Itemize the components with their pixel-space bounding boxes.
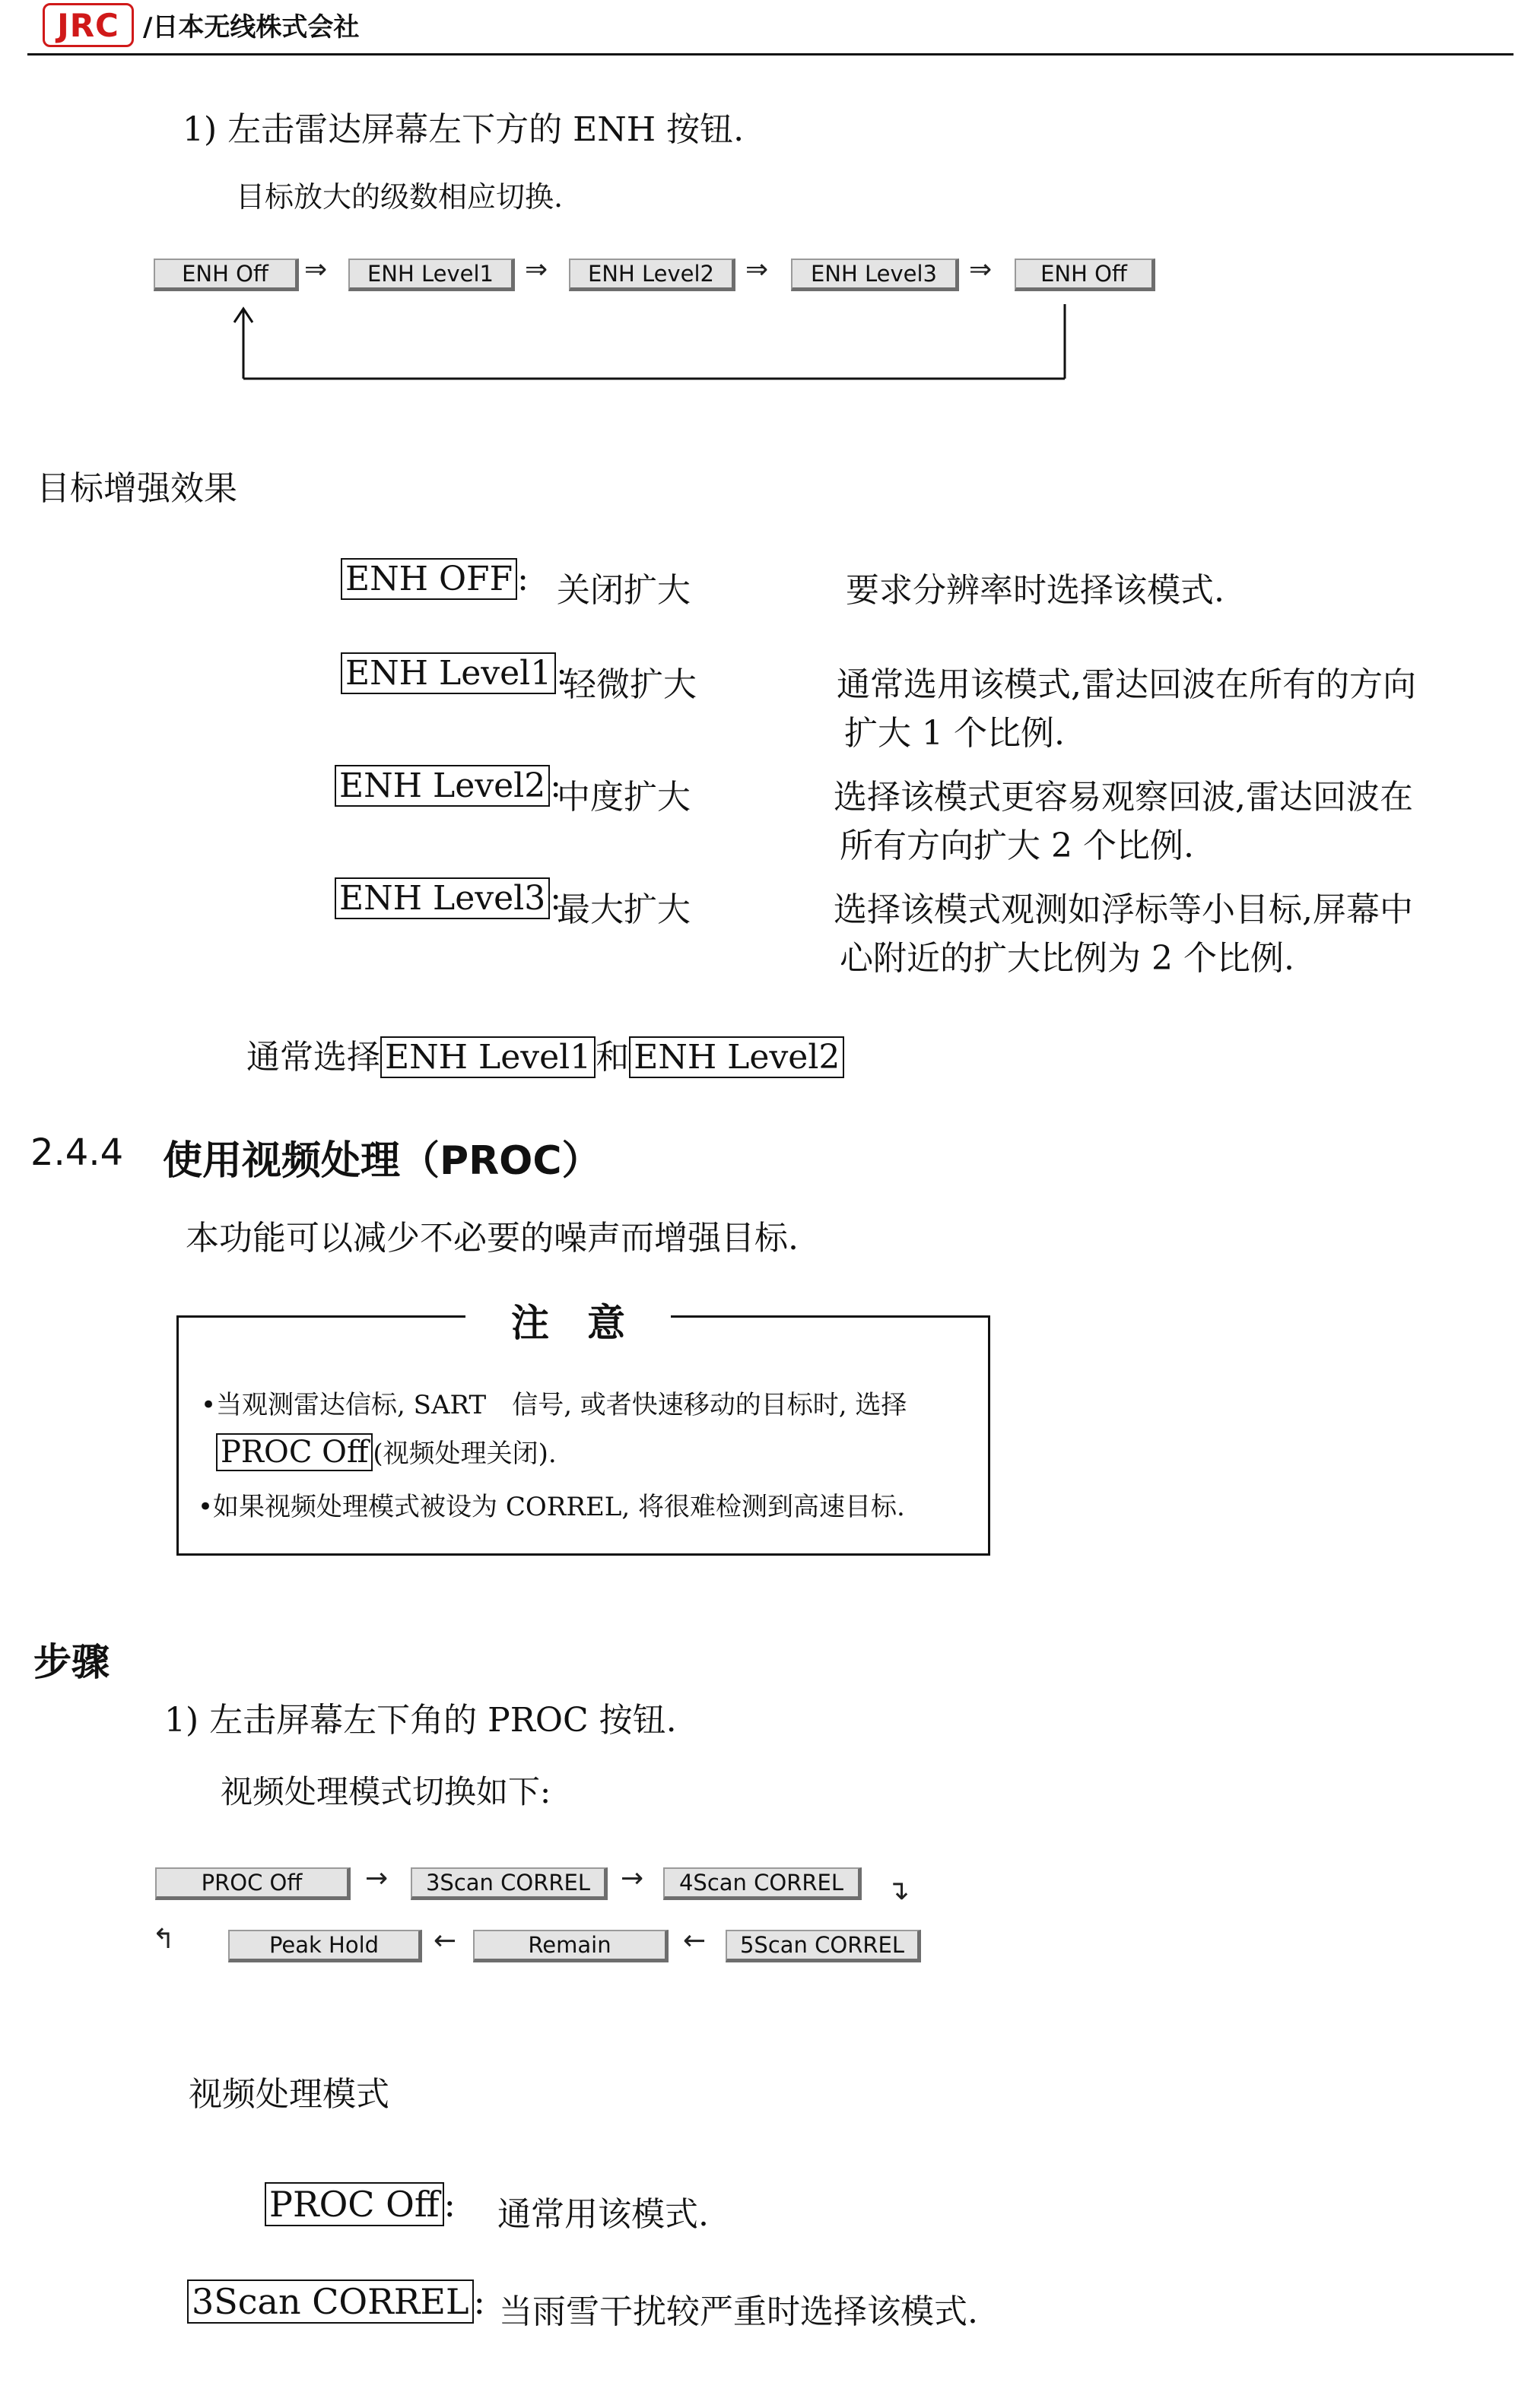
flow-arrow-icon: ⇒ [525, 254, 548, 285]
enh-mode-desc: 选择该模式更容易观察回波,雷达回波在 [834, 778, 1413, 817]
enh-flow-button[interactable]: ENH Off [154, 259, 299, 291]
enh-mode-row: ENH Level1 : [341, 654, 567, 693]
enh-flow-button[interactable]: ENH Level2 [569, 259, 735, 291]
proc-mode-label: 3Scan CORREL [187, 2280, 474, 2324]
enh-mode-label: ENH Level2 [335, 765, 550, 807]
enh-mode-desc: 通常选用该模式,雷达回波在所有的方向 [837, 665, 1416, 704]
enh-mode-desc-cont: 扩大 1 个比例. [844, 714, 1065, 753]
proc-intro: 本功能可以减少不必要的噪声而增强目标. [186, 1219, 799, 1258]
enh-mode-row: ENH Level3 : [335, 879, 561, 918]
proc-mode-desc: 通常用该模式. [497, 2195, 709, 2234]
enh-mode-label: ENH OFF [341, 558, 517, 600]
header-rule [27, 53, 1514, 56]
section-number: 2.4.4 [30, 1131, 124, 1174]
proc-mode-row: PROC Off : [265, 2184, 456, 2225]
enh-mode-name: 轻微扩大 [563, 665, 697, 704]
enh-flow-button[interactable]: ENH Level1 [348, 259, 515, 291]
enh-loop-connector [228, 297, 1088, 388]
enh-usual-choice: 通常选择 ENH Level1 和 ENH Level2 [246, 1030, 844, 1078]
enh-step1: 1) 左击雷达屏幕左下方的 ENH 按钮. [183, 110, 745, 149]
enh-mode-desc-cont: 心附近的扩大比例为 2 个比例. [840, 939, 1294, 978]
note-bullet-1: •当观测雷达信标, SART 信号, 或者快速移动的目标时, 选择 [201, 1390, 907, 1420]
proc-flow-button[interactable]: Remain [473, 1930, 669, 1962]
enh-mode-desc-cont: 所有方向扩大 2 个比例. [840, 826, 1194, 865]
flow-arrow-left-icon: ← [683, 1925, 707, 1956]
flow-arrow-right-icon: → [621, 1863, 644, 1894]
flow-arrow-icon: ⇒ [304, 254, 328, 285]
note-title: 注 意 [465, 1293, 671, 1346]
proc-flow-button[interactable]: 4Scan CORREL [663, 1867, 862, 1900]
proc-mode-label: PROC Off [265, 2182, 444, 2226]
enh-effect-title: 目标增强效果 [37, 469, 237, 508]
enh-mode-name: 最大扩大 [557, 890, 691, 929]
proc-step1-desc: 视频处理模式切换如下: [221, 1773, 551, 1810]
company-name: /日本无线株式会社 [143, 12, 360, 43]
flow-arrow-right-icon: → [365, 1863, 389, 1894]
note-bullet-1-cont: PROC Off (视频处理关闭). [216, 1432, 557, 1470]
note-bullet-2: •如果视频处理模式被设为 CORREL, 将很难检测到高速目标. [198, 1492, 905, 1522]
proc-modes-title: 视频处理模式 [189, 2075, 389, 2114]
enh-flow-button[interactable]: ENH Level3 [791, 259, 959, 291]
enh-step1-desc: 目标放大的级数相应切换. [236, 180, 564, 214]
proc-off-box: PROC Off [216, 1433, 373, 1471]
proc-flow-button[interactable]: 5Scan CORREL [726, 1930, 921, 1962]
enh-mode-name: 关闭扩大 [557, 571, 691, 610]
usual-level1-box: ENH Level1 [380, 1036, 596, 1078]
flow-arrow-icon: ⇒ [745, 254, 769, 285]
flow-arrow-icon: ⇒ [969, 254, 993, 285]
steps-title: 步骤 [33, 1639, 110, 1684]
enh-mode-desc: 要求分辨率时选择该模式. [846, 571, 1224, 610]
proc-mode-row: 3Scan CORREL : [187, 2281, 485, 2322]
proc-step1: 1) 左击屏幕左下角的 PROC 按钮. [164, 1701, 677, 1740]
enh-flow-button[interactable]: ENH Off [1015, 259, 1155, 291]
section-title: 使用视频处理（PROC） [163, 1137, 602, 1184]
enh-mode-desc: 选择该模式观测如浮标等小目标,屏幕中 [834, 890, 1413, 929]
enh-mode-name: 中度扩大 [557, 778, 691, 817]
proc-flow-button[interactable]: Peak Hold [228, 1930, 422, 1962]
enh-mode-row: ENH OFF : [341, 560, 529, 599]
usual-level2-box: ENH Level2 [629, 1036, 844, 1078]
flow-arrow-down-icon: ↴ [887, 1875, 910, 1906]
enh-mode-label: ENH Level1 [341, 652, 556, 694]
flow-arrow-left-icon: ← [434, 1925, 457, 1956]
enh-mode-row: ENH Level2 : [335, 766, 561, 806]
proc-flow-button[interactable]: 3Scan CORREL [411, 1867, 608, 1900]
proc-flow-button[interactable]: PROC Off [155, 1867, 351, 1900]
jrc-logo: JRC [43, 3, 134, 47]
proc-mode-desc: 当雨雪干扰较严重时选择该模式. [499, 2292, 978, 2331]
flow-arrow-up-icon: ↰ [152, 1924, 176, 1955]
enh-mode-label: ENH Level3 [335, 877, 550, 919]
